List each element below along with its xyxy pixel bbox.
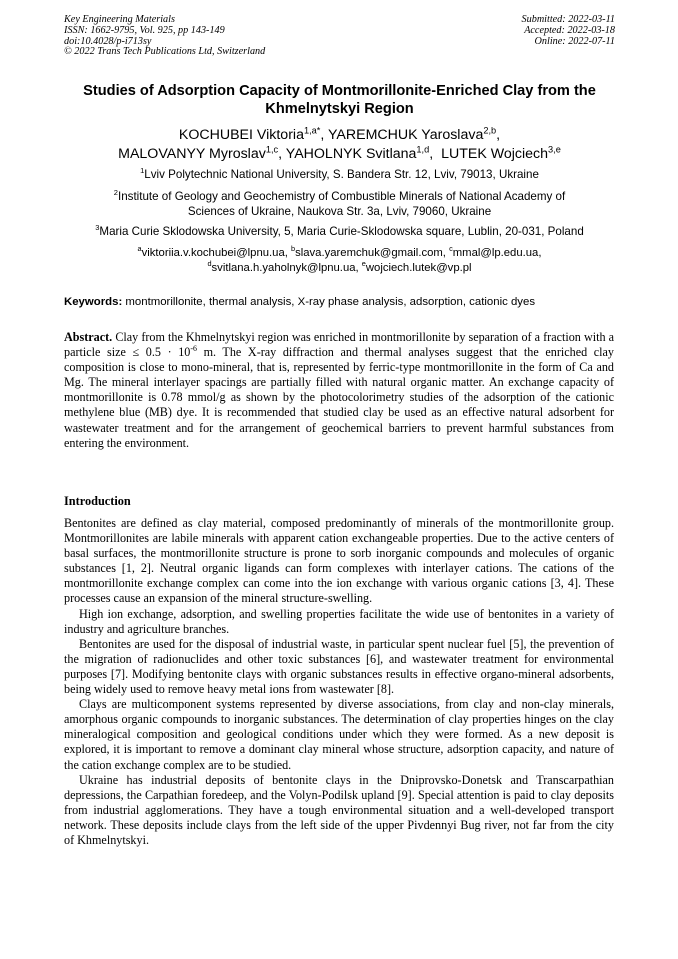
submitted-date: Submitted: 2022-03-11 xyxy=(521,14,615,25)
dates-header xyxy=(522,15,615,47)
author-affiliation-mark: 1,d xyxy=(416,144,430,155)
introduction-body xyxy=(64,516,614,848)
online-date: Online: 2022-07-11 xyxy=(534,35,615,47)
section-heading-introduction: Introduction xyxy=(64,494,131,508)
author-emails xyxy=(64,246,615,275)
affiliation-1 xyxy=(64,167,615,182)
affiliation-number: 3 xyxy=(95,223,100,233)
doi-line: doi:10.4028/p-i713sy xyxy=(64,35,152,47)
affiliation-text: Maria Curie Sklodowska University, 5, Maria Curie-Sklodowska square, Lublin, 20-031, Poland xyxy=(99,225,584,238)
email-address[interactable]: wojciech.lutek@vp.pl xyxy=(365,261,472,274)
author-affiliation-mark: 1,a* xyxy=(303,125,321,136)
affiliation-number: 1 xyxy=(140,166,145,176)
issn-line: ISSN: 1662-9795, Vol. 925, pp 143-149 xyxy=(64,24,225,36)
paragraph: Ukraine has industrial deposits of bentonite clays in the Dniprovsko-Donetsk and Transcarpathian depressions, the Carpathian foredeep, and the Volyn-Podilsk upland [9]. Special attention is paid to clay deposits from industrial agglomerations. They have a tough environmental situation and a well-developed transport network. These deposits include clays from the left side of the upper Pivdennyi Bug river, not far from the city of Khmelnytskyi. xyxy=(64,772,614,847)
journal-name: Key Engineering Materials xyxy=(64,14,175,25)
accepted-date: Accepted: 2022-03-18 xyxy=(524,24,615,36)
copyright-line: © 2022 Trans Tech Publications Ltd, Switzerland xyxy=(64,46,266,58)
affiliation-number: 2 xyxy=(113,188,118,198)
paragraph: Clays are multicomponent systems represented by diverse associations, from clay and non-clay minerals, amorphous organic compounds to inorganic substances. The determination of clay properties hinges on the clay mineralogical composition and geological conditions under which they were formed. As a new deposit is explored, it is important to remove a dominant clay mineral whose structure, adsorption capacity, and nature of the cation exchange complex are to be studied. xyxy=(64,697,614,772)
keywords xyxy=(64,295,624,309)
paper-title: Studies of Adsorption Capacity of Montmorillonite-Enriched Clay from the Khmelnytskyi Region xyxy=(83,83,596,117)
abstract-label: Abstract. xyxy=(64,330,113,344)
paragraph: Bentonites are defined as clay material, composed predominantly of minerals of the montmorillonite group. Montmorillonites are labile minerals with apparent cation exchangeable properties. Due to the active centers of basal surfaces, the montmorillonite structure is prone to sorb inorganic compounds and molecules of organic substances [1, 2]. Neutral organic ligands can form complexes with interlayer cations. The cations of the montmorillonite exchange complex can come into the ion exchange with various organic cations [3, 4]. These processes cause an expansion of the mineral structure-swelling. xyxy=(64,516,614,606)
author-name: YAHOLNYK Svitlana xyxy=(285,146,417,162)
email-mark: d xyxy=(207,258,212,268)
email-mark: c xyxy=(449,244,453,254)
affiliation-text: Sciences of Ukraine, Naukova Str. 3a, Lviv, 79060, Ukraine xyxy=(187,205,492,218)
author-affiliation-mark: 2,b xyxy=(483,125,497,136)
paragraph: High ion exchange, adsorption, and swelling properties facilitate the wide use of bentonites in a variety of industry and agriculture branches. xyxy=(64,606,614,636)
author-affiliation-mark: 3,e xyxy=(548,144,561,155)
email-address[interactable]: mmal@lp.edu.ua, xyxy=(452,247,542,259)
author-name: MALOVANYY Myroslav xyxy=(118,146,266,162)
email-address[interactable]: svitlana.h.yaholnyk@lpnu.ua, xyxy=(211,261,359,274)
paragraph: Bentonites are used for the disposal of industrial waste, in particular spent nuclear fuel [5], the prevention of the migration of radionuclides and other toxic substances [6], and wastewater treatment for environmental purposes [7]. Modifying bentonite clays with organic substances results in effective organo-mineral adsorbents, being widely used to remove heavy metal ions from wastewater [8]. xyxy=(64,636,614,697)
author-affiliation-mark: 1,c xyxy=(265,144,279,155)
author-name: LUTEK Wojciech xyxy=(441,146,549,162)
affiliation-text: Lviv Polytechnic National University, S. Bandera Str. 12, Lviv, 79013, Ukraine xyxy=(144,168,539,181)
keywords-label: Keywords: xyxy=(64,296,123,308)
affiliation-text: Institute of Geology and Geochemistry of Combustible Minerals of National Academy of xyxy=(117,190,566,203)
author-name: KOCHUBEI Viktoria xyxy=(178,127,304,143)
email-address[interactable]: slava.yaremchuk@gmail.com, xyxy=(295,247,446,259)
email-mark: a xyxy=(137,244,142,254)
keywords-text: montmorillonite, thermal analysis, X-ray phase analysis, adsorption, cationic dyes xyxy=(125,296,536,308)
email-address[interactable]: viktoriia.v.kochubei@lpnu.ua, xyxy=(141,247,288,259)
email-mark: b xyxy=(291,244,296,254)
author-list: KOCHUBEI Viktoria$^{1,a*}$, YAREMCHUK Yaroslava$^{2,b}$, MALOVANYY Myroslav$^{1,c}$, YAHOLNYK Svitlana$^{1,d}$, LUTEK Wojciech$^{3,e}$ xyxy=(118,125,561,162)
abstract xyxy=(64,330,614,451)
author-name: YAREMCHUK Yaroslava xyxy=(328,127,484,143)
abstract-text: m. The X-ray diffraction and thermal analyses suggest that the enriched clay composition is close to mono-mineral, that is, represented by ferric-type montmorillonite in the form of Ca and Mg. The mineral interlayer spacings are partially filled with natural organic matter. An exchange capacity of montmorillonite is 0.78 mmol/g as shown by the photocolorimetry studies of the adsorption of the cationic methylene blue (MB) dye. It is recommended that studied clay be used as an effective natural adsorbent for wastewater treatment and for the arrangement of geochemical barriers to prevent harmful substances from entering the environment. xyxy=(64,345,614,450)
journal-header xyxy=(64,15,265,58)
abstract-text: Clay from the Khmelnytskyi region was enriched in montmorillonite by separation of a fraction with a particle size ≤ 0.5 · 10 xyxy=(64,330,614,360)
affiliation-2 xyxy=(64,189,615,219)
affiliation-3 xyxy=(64,224,615,239)
email-mark: e xyxy=(361,258,366,268)
abstract-exponent: -6 xyxy=(190,344,197,354)
